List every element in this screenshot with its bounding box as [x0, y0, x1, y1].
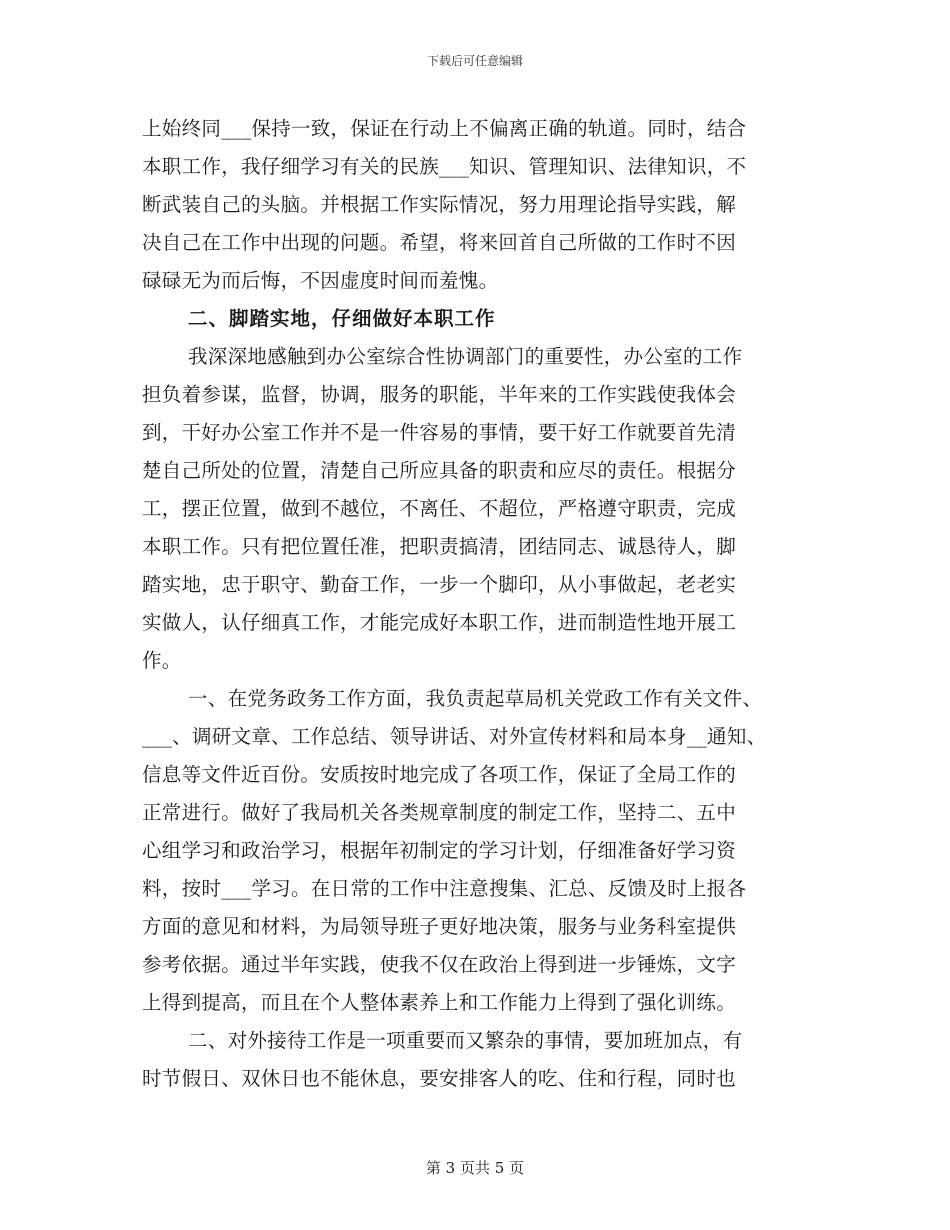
page-footer: 第 3 页共 5 页 — [425, 1159, 525, 1177]
document-body — [142, 110, 810, 1098]
section-heading: 二、脚踏实地，仔细做好本职工作 — [188, 307, 496, 330]
text-line: 时节假日、双休日也不能休息，要安排客人的吃、住和行程，同时也 — [142, 1067, 737, 1090]
text-line: 决自己在工作中出现的问题。希望，将来回首自己所做的工作时不因 — [142, 231, 737, 254]
text-line: 上始终同___保持一致，保证在行动上不偏离正确的轨道。同时，结合 — [142, 117, 747, 140]
text-line: 一、在党务政务工作方面，我负责起草局机关党政工作有关文件、 — [188, 687, 763, 710]
text-line: 到，干好办公室工作并不是一件容易的事情，要干好工作就要首先清 — [142, 421, 737, 444]
text-line: 我深深地感触到办公室综合性协调部门的重要性，办公室的工作 — [188, 345, 743, 368]
text-line: 料，按时___学习。在日常的工作中注意搜集、汇总、反馈及时上报各 — [142, 877, 747, 900]
text-line: 断武装自己的头脑。并根据工作实际情况，努力用理论指导实践，解 — [142, 193, 737, 216]
text-line: 作。 — [142, 649, 182, 672]
text-line: 工，摆正位置，做到不越位，不离任、不超位，严格遵守职责，完成 — [142, 497, 737, 520]
text-line: 心组学习和政治学习，根据年初制定的学习计划，仔细准备好学习资 — [142, 839, 737, 862]
text-line: 楚自己所处的位置，清楚自己所应具备的职责和应尽的责任。根据分 — [142, 459, 737, 482]
text-line: 信息等文件近百份。安质按时地完成了各项工作，保证了全局工作的 — [142, 763, 737, 786]
text-line: 上得到提高，而且在个人整体素养上和工作能力上得到了强化训练。 — [142, 991, 737, 1014]
text-line: 正常进行。做好了我局机关各类规章制度的制定工作，坚持二、五中 — [142, 801, 737, 824]
text-line: 踏实地，忠于职守、勤奋工作，一步一个脚印，从小事做起，老老实 — [142, 573, 737, 596]
page-header: 下载后可任意编辑 — [426, 54, 523, 68]
text-line: 方面的意见和材料，为局领导班子更好地决策，服务与业务科室提供 — [142, 915, 737, 938]
text-line: 实做人，认仔细真工作，才能完成好本职工作，进而制造性地开展工 — [142, 611, 737, 634]
text-line: 本职工作，我仔细学习有关的民族___知识、管理知识、法律知识，不 — [142, 155, 747, 178]
text-line: 担负着参谋，监督，协调，服务的职能，半年来的工作实践使我体会 — [142, 383, 737, 406]
text-line: 碌碌无为而后悔，不因虚度时间而羞愧。 — [142, 269, 499, 292]
text-line: 参考依据。通过半年实践，使我不仅在政治上得到进一步锤炼，文字 — [142, 953, 737, 976]
text-line: ___、调研文章、工作总结、领导讲话、对外宣传材料和局本身__通知、 — [142, 725, 767, 748]
text-line: 二、对外接待工作是一项重要而又繁杂的事情，要加班加点，有 — [188, 1029, 743, 1052]
text-line: 本职工作。只有把位置任准，把职责搞清，团结同志、诚恳待人，脚 — [142, 535, 737, 558]
